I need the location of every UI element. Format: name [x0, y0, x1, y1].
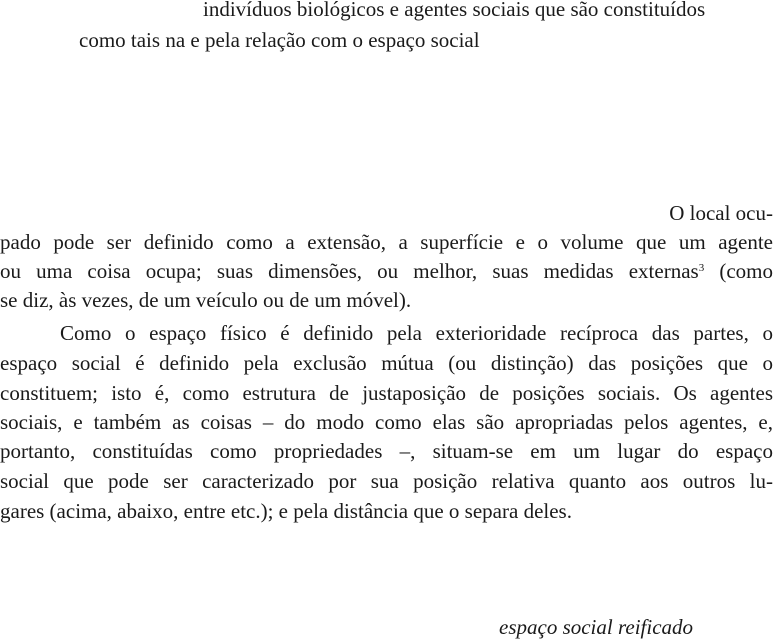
paragraph-2-line-3: constituem; isto é, como estrutura de justaposição de posições sociais. Os agentes — [0, 381, 773, 405]
figure-caption: espaço social reificado — [499, 615, 694, 639]
paragraph-1-line-3: se diz, às vezes, de um veículo ou de um móvel). — [0, 288, 412, 312]
paragraph-2-line-7: gares (acima, abaixo, entre etc.); e pela distância que o separa deles. — [0, 499, 572, 523]
paragraph-1-lead: O local ocu- — [669, 201, 773, 225]
footnote-mark[interactable]: 3 — [698, 262, 705, 274]
paragraph-2-line-6: social que pode ser caracterizado por sua posição relativa quanto aos outros lu- — [0, 469, 773, 493]
paragraph-1-line-2 — [0, 256, 773, 286]
paragraph-2-line-1: Como o espaço físico é definido pela exterioridade recíproca das partes, o — [60, 321, 773, 345]
paragraph-1-line-2-text: ou uma coisa ocupa; suas dimensões, ou melhor, suas medidas externas — [0, 259, 699, 283]
paragraph-2-line-4: sociais, e também as coisas – do modo como elas são apropriadas pelos agentes, e, — [0, 410, 773, 434]
quote-line-2: como tais na e pela relação com o espaço social — [79, 28, 480, 52]
paragraph-2-line-5: portanto, constituídas como propriedades –, situam-se em um lugar do espaço — [0, 439, 773, 463]
quote-line-1: indivíduos biológicos e agentes sociais que são constituídos — [203, 0, 706, 21]
paragraph-1-line-2-tail: (como — [704, 259, 773, 283]
paragraph-2-line-2: espaço social é definido pela exclusão mútua (ou distinção) das posições que o — [0, 351, 773, 375]
paragraph-1-line-1: pado pode ser definido como a extensão, a superfície e o volume que um agente — [0, 230, 773, 254]
